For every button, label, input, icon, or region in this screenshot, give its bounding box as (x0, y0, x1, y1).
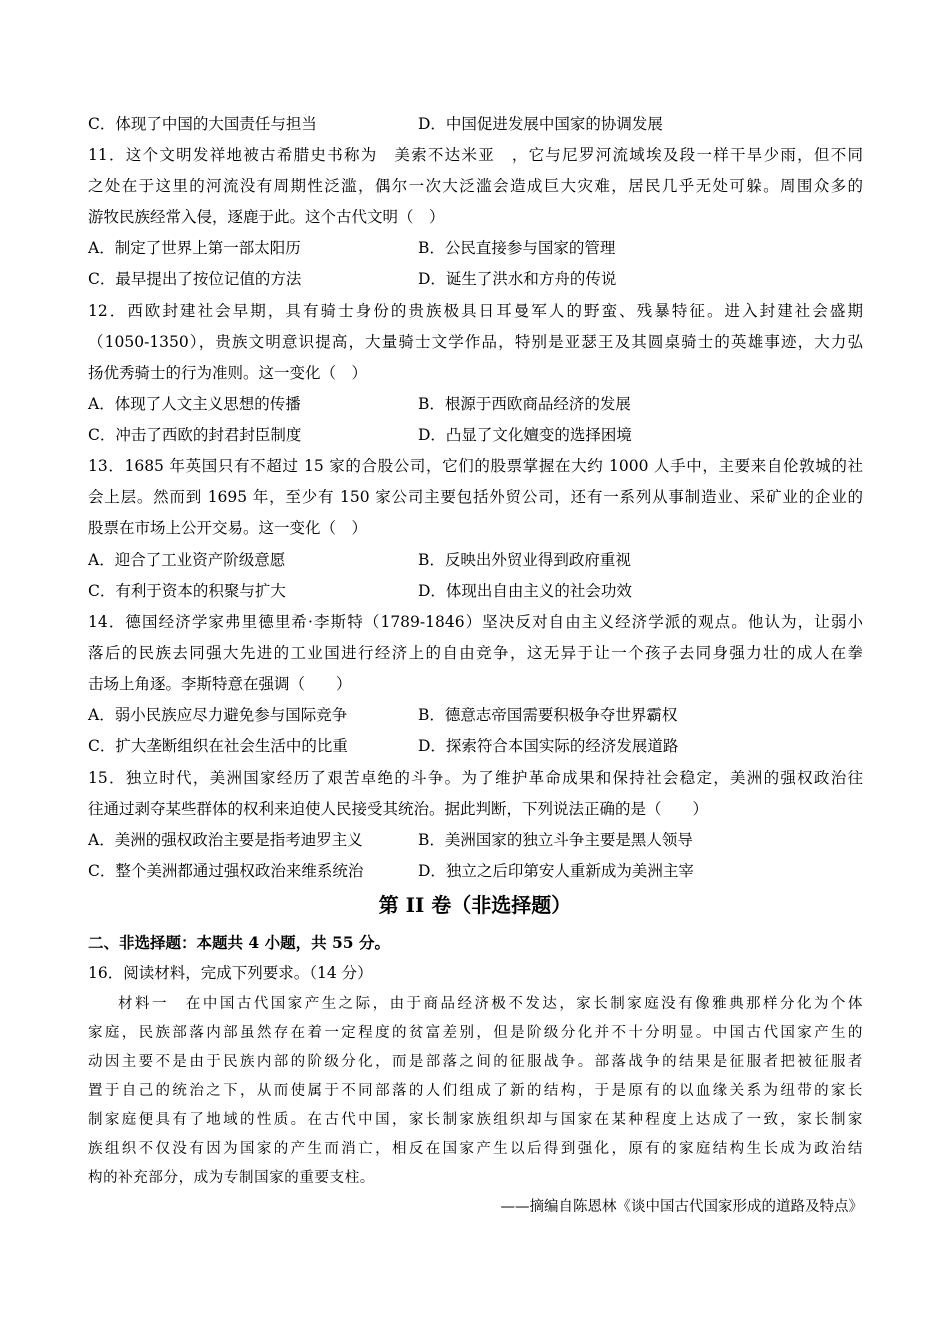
material-line-3: 动因主要不是由于民族内部的阶级分化，而是部落之间的征服战争。部落战争的结果是征服者把被征服者 (88, 1054, 863, 1070)
q10-option-c: C．体现了中国的大国责任与担当 (88, 115, 317, 133)
material-line-5: 制家庭便具有了地域的性质。在古代中国，家长制家族组织却与国家在某种程度上达成了一致，家长制家 (88, 1112, 863, 1128)
q14-option-a: A．弱小民族应尽力避免参与国际竞争 (88, 706, 348, 724)
material-line-4: 置于自己的统治之下，从而使属于不同部落的人们组成了新的结构，于是原有的以血缘关系为纽带的家长 (88, 1083, 863, 1099)
q15-option-b: B．美洲国家的独立斗争主要是黑人领导 (418, 831, 693, 849)
q12-option-b: B．根源于西欧商品经济的发展 (418, 395, 631, 413)
q15-option-a: A．美洲的强权政治主要是指考迪罗主义 (88, 831, 363, 849)
q11-option-a: A．制定了世界上第一部太阳历 (88, 239, 301, 257)
q11-stem-line-2: 之处在于这里的河流没有周期性泛滥，偶尔一次大泛滥会造成巨大灾难，居民几乎无处可躲。周围众多的 (88, 177, 863, 195)
q13-option-a: A．迎合了工业资产阶级意愿 (88, 551, 286, 569)
material-line-6: 族组织不仅没有因为国家的产生而消亡，相反在国家产生以后得到强化，原有的家庭结构生长成为政治结 (88, 1141, 863, 1157)
q14-stem-line-3: 击场上角逐。李斯特意在强调（ ） (88, 675, 352, 693)
q12-option-c: C．冲击了西欧的封君封臣制度 (88, 426, 302, 444)
q16-prompt: 16．阅读材料，完成下列要求。（14 分） (88, 964, 373, 982)
q15-option-c: C．整个美洲都通过强权政治来维系统治 (88, 862, 364, 880)
q11-stem-line-3: 游牧民族经常入侵，逐鹿于此。这个古代文明（ ） (88, 208, 445, 226)
material-source: ——摘编自陈恩林《谈中国古代国家形成的道路及特点》 (500, 1199, 863, 1215)
q14-stem-line-1: 14．德国经济学家弗里德里希·李斯特（1789-1846）坚决反对自由主义经济学派的观点。他认为，让弱小 (88, 613, 863, 631)
q14-stem-line-2: 落后的民族去同强大先进的工业国进行经济上的自由竞争，这无异于让一个孩子去同身强力壮的成人在拳 (88, 644, 863, 662)
part-two-title: 第 II 卷（非选择题） (378, 893, 572, 917)
q11-option-c: C．最早提出了按位记值的方法 (88, 270, 302, 288)
q13-stem-line-3: 股票在市场上公开交易。这一变化（ ） (88, 519, 368, 537)
material-line-7: 构的补充部分，成为专制国家的重要支柱。 (88, 1170, 375, 1186)
q13-stem-line-2: 会上层。然而到 1695 年，至少有 150 家公司主要包括外贸公司，还有一系列从事制造业、采矿业的企业的 (88, 488, 863, 506)
q12-option-a: A．体现了人文主义思想的传播 (88, 395, 301, 413)
q15-option-d: D．独立之后印第安人重新成为美洲主宰 (418, 862, 694, 880)
q13-stem-line-1: 13．1685 年英国只有不超过 15 家的合股公司，它们的股票掌握在大约 1000 人手中，主要来自伦敦城的社 (88, 457, 863, 475)
q12-stem-line-2: （1050-1350），贵族文明意识提高，大量骑士文学作品，特别是亚瑟王及其圆桌骑士的英雄事迹，大力弘 (88, 333, 863, 351)
q14-option-b: B．德意志帝国需要积极争夺世界霸权 (418, 706, 678, 724)
q14-option-d: D．探索符合本国实际的经济发展道路 (418, 737, 679, 755)
q15-stem-line-1: 15．独立时代，美洲国家经历了艰苦卓绝的斗争。为了维护革命成果和保持社会稳定，美洲的强权政治往 (88, 769, 863, 787)
q10-option-d: D．中国促进发展中国家的协调发展 (418, 115, 663, 133)
material-line-2: 家庭，民族部落内部虽然存在着一定程度的贫富差别，但是阶级分化并不十分明显。中国古代国家产生的 (88, 1025, 863, 1041)
q12-stem-line-1: 12．西欧封建社会早期，具有骑士身份的贵族极具日耳曼军人的野蛮、残暴特征。进入封建社会盛期 (88, 302, 863, 320)
q13-option-b: B．反映出外贸业得到政府重视 (418, 551, 631, 569)
q12-stem-line-3: 扬优秀骑士的行为准则。这一变化（ ） (88, 364, 368, 382)
q13-option-d: D．体现出自由主义的社会功效 (418, 582, 632, 600)
q11-option-d: D．诞生了洪水和方舟的传说 (418, 270, 617, 288)
section-heading: 二、非选择题：本题共 4 小题，共 55 分。 (88, 933, 390, 952)
q12-option-d: D．凸显了文化嬗变的选择困境 (418, 426, 632, 444)
material-line-1: 材料一 在中国古代国家产生之际，由于商品经济极不发达，家长制家庭没有像雅典那样分化为个体 (118, 996, 863, 1012)
q14-option-c: C．扩大垄断组织在社会生活中的比重 (88, 737, 348, 755)
q13-option-c: C．有利于资本的积聚与扩大 (88, 582, 286, 600)
q15-stem-line-2: 往通过剥夺某些群体的权利来迫使人民接受其统治。据此判断，下列说法正确的是（ ） (88, 800, 709, 818)
q11-option-b: B．公民直接参与国家的管理 (418, 239, 616, 257)
q11-stem-line-1: 11．这个文明发祥地被古希腊史书称为 美索不达米亚 ，它与尼罗河流域埃及段一样干旱少雨，但不同 (88, 146, 863, 164)
